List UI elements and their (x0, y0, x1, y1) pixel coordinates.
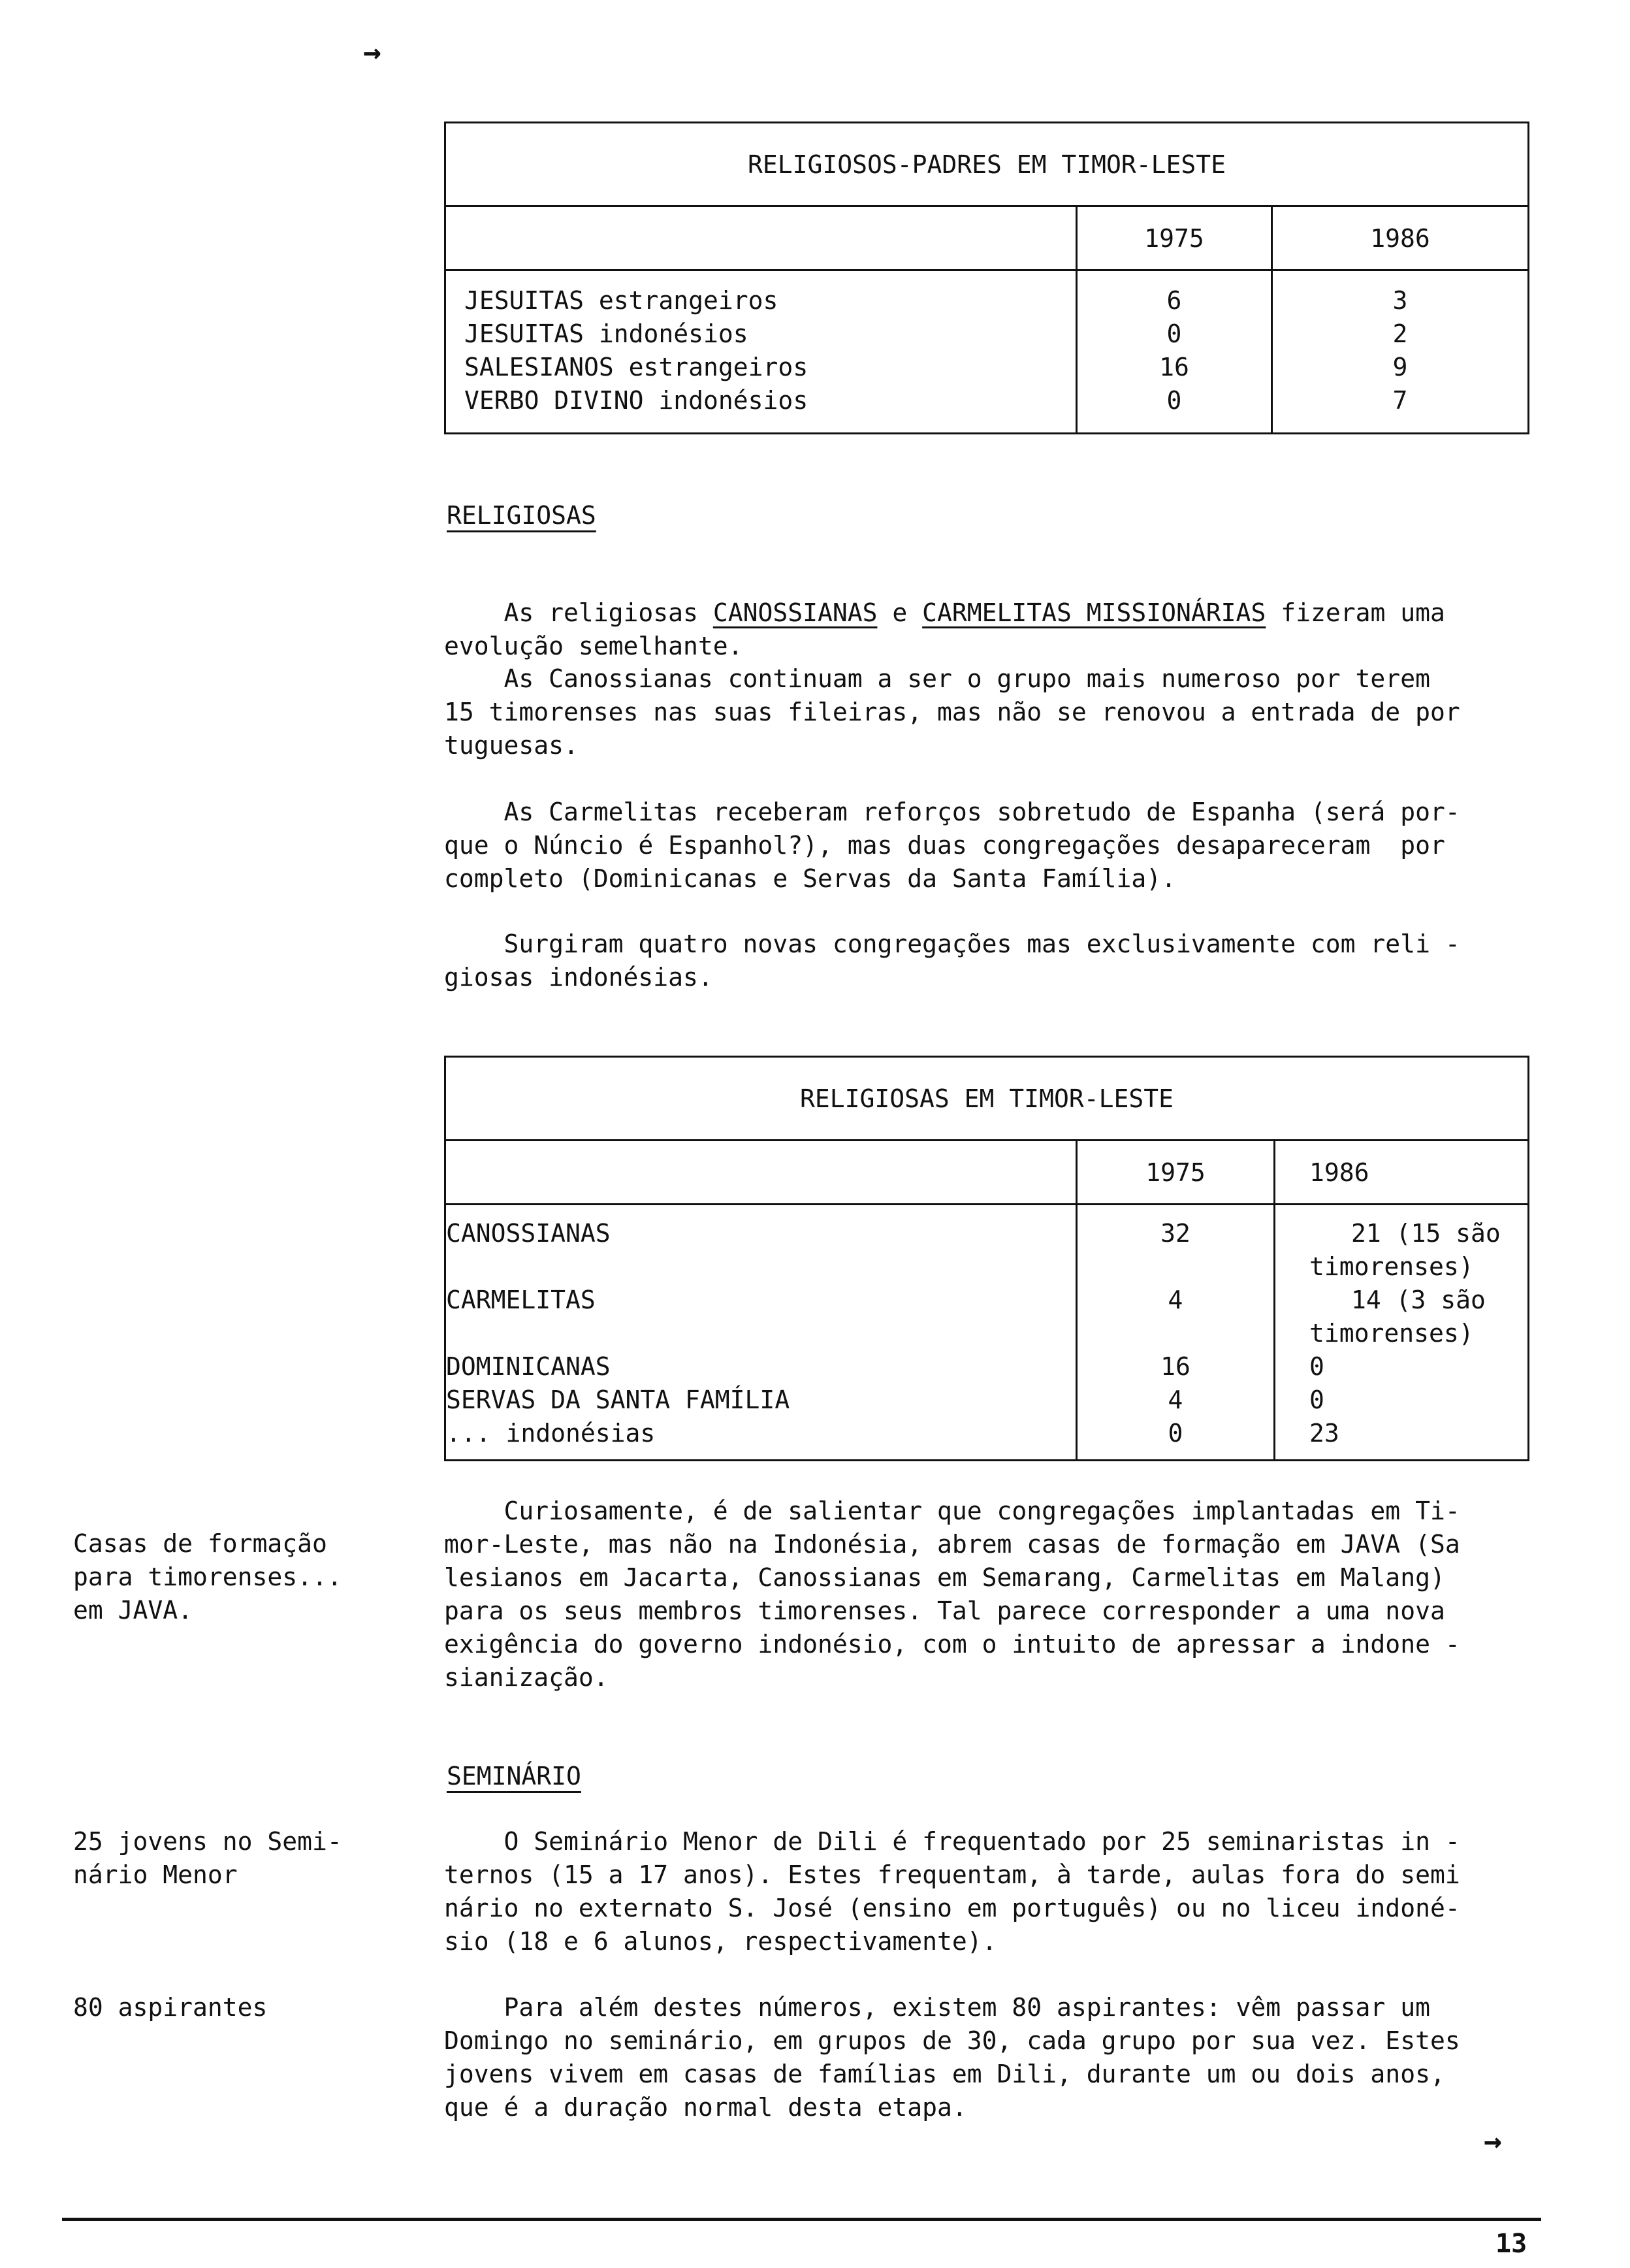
table-cell: 4 (1168, 1286, 1183, 1314)
text-line: que o Núncio é Espanhol?), mas duas congregações desapareceram por (444, 831, 1445, 860)
table1-header-1975: 1975 (1077, 206, 1272, 270)
table1-title: RELIGIOSOS-PADRES EM TIMOR-LESTE (445, 123, 1529, 206)
table2-title: RELIGIOSAS EM TIMOR-LESTE (445, 1057, 1529, 1141)
paragraph-seminario-1 (444, 1825, 1554, 1958)
text: As religiosas (444, 598, 713, 627)
table2-col-1975 (1077, 1205, 1275, 1461)
table-cell: timorenses) (1309, 1319, 1474, 1348)
text-line: Para além destes números, existem 80 aspirantes: vêm passar um (444, 1993, 1430, 2022)
text-line: Casas de formação (73, 1529, 327, 1558)
table2-col-1986 (1275, 1205, 1529, 1461)
text-line: evolução semelhante. (444, 632, 743, 660)
table-cell: 0 (1309, 1352, 1324, 1381)
table-cell: 0 (1168, 1419, 1183, 1448)
text-line: O Seminário Menor de Dili é frequentado por 25 seminaristas in - (444, 1827, 1460, 1856)
table-cell: 23 (1309, 1419, 1339, 1448)
paragraph-curiosamente (444, 1495, 1554, 1694)
table-cell: 7 (1392, 386, 1408, 415)
table-cell: 0 (1309, 1385, 1324, 1414)
text-line: sio (18 e 6 alunos, respectivamente). (444, 1927, 997, 1956)
paragraph-religiosas-1 (444, 563, 1554, 663)
text-line: giosas indonésias. (444, 963, 713, 992)
text: fizeram uma (1266, 598, 1445, 627)
table-cell: 21 (15 são (1351, 1219, 1501, 1248)
table-cell: 9 (1392, 353, 1408, 381)
table-cell: 0 (1166, 386, 1182, 415)
text-line: Surgiram quatro novas congregações mas exclusivamente com reli - (444, 930, 1460, 958)
paragraph-religiosas-4 (444, 928, 1554, 994)
text-line: tuguesas. (444, 731, 579, 760)
text-line: As Carmelitas receberam reforços sobretudo de Espanha (será por- (444, 798, 1460, 826)
text-line: nário Menor (73, 1860, 238, 1889)
margin-note-25-jovens (73, 1825, 342, 1892)
text-line: mor-Leste, mas não na Indonésia, abrem casas de formação em JAVA (Sa (444, 1530, 1460, 1559)
table1-header-1986: 1986 (1272, 206, 1529, 270)
table-row-label: VERBO DIVINO indonésios (464, 386, 808, 415)
paragraph-religiosas-2 (444, 662, 1554, 762)
text-line: que é a duração normal desta etapa. (444, 2093, 967, 2122)
footer-rule (62, 2218, 1541, 2221)
text-line: Curiosamente, é de salientar que congregações implantadas em Ti- (444, 1497, 1460, 1525)
table2-header-1986: 1986 (1275, 1141, 1529, 1205)
text-line: exigência do governo indonésio, com o intuito de apressar a indone - (444, 1630, 1460, 1659)
table-cell: 6 (1166, 286, 1182, 315)
table-cell: 4 (1168, 1385, 1183, 1414)
table2-header-blank (445, 1141, 1077, 1205)
text-line: Domingo no seminário, em grupos de 30, cada grupo por sua vez. Estes (444, 2026, 1460, 2055)
text-line: ternos (15 a 17 anos). Estes frequentam, à tarde, aulas fora do semi (444, 1860, 1460, 1889)
table2-header-1975: 1975 (1077, 1141, 1275, 1205)
table-cell: 3 (1392, 286, 1408, 315)
table-cell: 2 (1392, 319, 1408, 348)
section-heading-religiosas: RELIGIOSAS (447, 501, 596, 530)
table-cell: 16 (1160, 1352, 1191, 1381)
paragraph-seminario-2 (444, 1991, 1554, 2124)
text-line: As Canossianas continuam a ser o grupo mais numeroso por terem (444, 664, 1430, 693)
table1-header-blank (445, 206, 1077, 270)
table-cell: 14 (3 são (1351, 1286, 1486, 1314)
text-line: nário no externato S. José (ensino em português) ou no liceu indoné- (444, 1894, 1460, 1922)
text-line: lesianos em Jacarta, Canossianas em Semarang, Carmelitas em Malang) (444, 1563, 1445, 1592)
table2-labels (445, 1205, 1077, 1461)
text-line: jovens vivem em casas de famílias em Dili, durante um ou dois anos, (444, 2060, 1445, 2088)
paragraph-religiosas-3 (444, 796, 1554, 896)
table1-col-1975 (1077, 270, 1272, 434)
text: e (877, 598, 923, 627)
table-row-label: JESUITAS indonésios (464, 319, 748, 348)
text-line: completo (Dominicanas e Servas da Santa Família). (444, 864, 1177, 893)
table-row-label: JESUITAS estrangeiros (464, 286, 778, 315)
table-row-label: DOMINICANAS (446, 1352, 611, 1381)
table1-col-1986 (1272, 270, 1529, 434)
text-line: para timorenses... (73, 1563, 342, 1591)
table-row-label: SALESIANOS estrangeiros (464, 353, 808, 381)
margin-note-casas-formacao (73, 1527, 342, 1627)
continuation-arrow-bottom: → (1484, 2123, 1502, 2158)
table-row-label: ... indonésias (446, 1419, 656, 1448)
continuation-arrow-top: → (363, 34, 381, 69)
text-line: em JAVA. (73, 1596, 193, 1625)
table-row-label: SERVAS DA SANTA FAMÍLIA (446, 1385, 790, 1414)
table-religiosos-padres (444, 122, 1529, 434)
underlined-term: CANOSSIANAS (712, 598, 878, 627)
table-row-label: CARMELITAS (446, 1286, 596, 1314)
text-line: sianização. (444, 1663, 609, 1692)
text-line: 25 jovens no Semi- (73, 1827, 342, 1856)
underlined-term: CARMELITAS MISSIONÁRIAS (922, 598, 1266, 627)
table-religiosas (444, 1056, 1529, 1461)
section-heading-seminario: SEMINÁRIO (447, 1762, 581, 1790)
margin-note-80-aspirantes: 80 aspirantes (73, 1993, 268, 2022)
table-cell: 0 (1166, 319, 1182, 348)
page-number: 13 (1495, 2229, 1527, 2259)
table1-labels (445, 270, 1077, 434)
text-line: 15 timorenses nas suas fileiras, mas não se renovou a entrada de por (444, 698, 1460, 726)
text-line: para os seus membros timorenses. Tal parece corresponder a uma nova (444, 1596, 1445, 1625)
table-row-label: CANOSSIANAS (446, 1219, 611, 1248)
table-cell: 32 (1160, 1219, 1191, 1248)
table-cell: 16 (1159, 353, 1189, 381)
table-cell: timorenses) (1309, 1252, 1474, 1281)
